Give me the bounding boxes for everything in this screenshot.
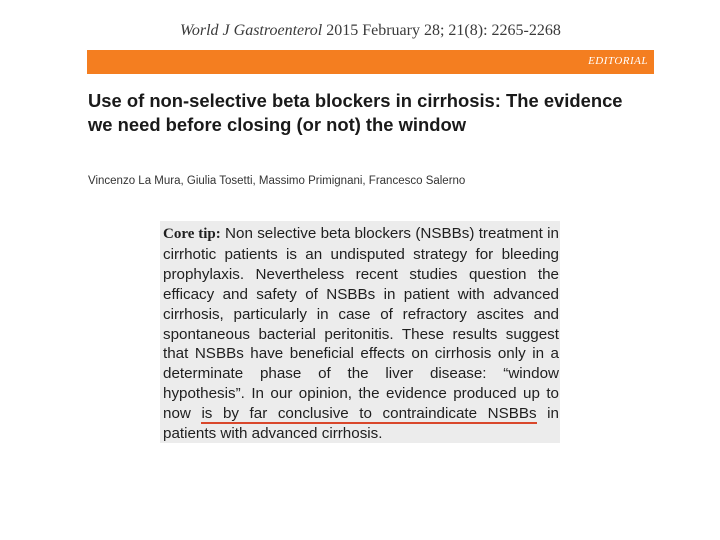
section-label: EDITORIAL	[588, 55, 648, 67]
section-banner	[87, 50, 654, 74]
core-tip-paragraph	[163, 224, 559, 444]
highlighted-statement: is by far conclusive to contraindicate NSBBs	[201, 405, 537, 423]
journal-name: World J Gastroenterol	[180, 22, 323, 39]
core-tip-text-end: in patients with advanced cirrhosis.	[163, 405, 559, 443]
article-title-line-2: we need before closing (or not) the window	[88, 114, 467, 135]
citation-details: 2015 February 28; 21(8): 2265-2268	[326, 22, 561, 39]
article-title-line-1: Use of non-selective beta blockers in cirrhosis: The evidence	[88, 90, 623, 111]
journal-citation	[180, 22, 561, 40]
core-tip-box	[160, 221, 560, 443]
core-tip-label: Core tip:	[163, 226, 221, 242]
article-title	[88, 89, 688, 137]
author-list: Vincenzo La Mura, Giulia Tosetti, Massimo Primignani, Francesco Salerno	[88, 175, 466, 187]
core-tip-text: Non selective beta blockers (NSBBs) treatment in cirrhotic patients is an undisputed strategy for bleeding prophylaxis. Nevertheless recent studies question the efficacy and safety of NSBBs in patient with advanced cirrhosis, particularly in case of refractory ascites and spontaneous bacterial peritonitis. These results suggest that NSBBs have beneficial effects on cirrhosis only in a determinate phase of the liver disease: “window hypothesis”. In our opinion, the evidence produced up to now	[163, 225, 559, 423]
